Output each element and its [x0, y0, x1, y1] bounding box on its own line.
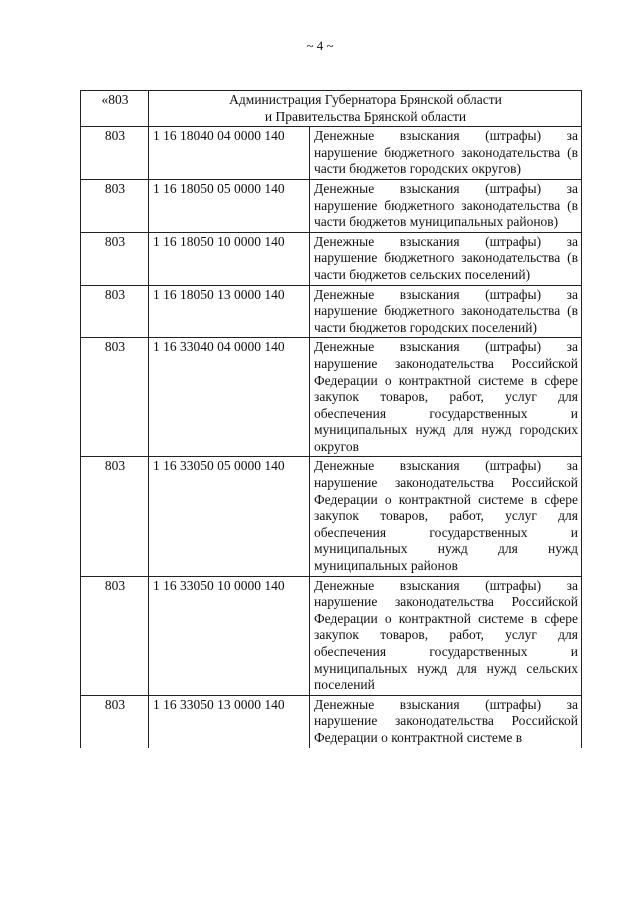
table-row — [81, 127, 582, 180]
row-kbk-cell: 1 16 18050 13 0000 140 — [149, 285, 310, 338]
row-code-cell: 803 — [81, 695, 149, 747]
row-code-cell: 803 — [81, 576, 149, 695]
row-description-cell: Денежные взыскания (штрафы) за нарушение бюджетного законодательства (в части бюджетов городских округов) — [310, 127, 582, 180]
row-kbk-cell: 1 16 33050 13 0000 140 — [149, 695, 310, 747]
row-description-cell: Денежные взыскания (штрафы) за нарушение законодательства Российской Федерации о контрактной системе в — [310, 695, 582, 747]
table-header-row — [81, 91, 582, 127]
header-title-line2: и Правительства Брянской области — [264, 108, 467, 124]
row-description-cell: Денежные взыскания (штрафы) за нарушение законодательства Российской Федерации о контрактной системе в сфере закупок товаров, работ, услуг для обеспечения государственных и муниципальных нужд для нужд городских округов — [310, 338, 582, 457]
row-code-cell: 803 — [81, 232, 149, 285]
row-description-cell: Денежные взыскания (штрафы) за нарушение бюджетного законодательства (в части бюджетов муниципальных районов) — [310, 179, 582, 232]
row-code-cell: 803 — [81, 285, 149, 338]
row-kbk-cell: 1 16 33050 10 0000 140 — [149, 576, 310, 695]
header-title-cell — [149, 91, 582, 127]
row-code-cell: 803 — [81, 457, 149, 576]
row-kbk-cell: 1 16 33040 04 0000 140 — [149, 338, 310, 457]
row-description-cell: Денежные взыскания (штрафы) за нарушение бюджетного законодательства (в части бюджетов сельских поселений) — [310, 232, 582, 285]
row-description-cell: Денежные взыскания (штрафы) за нарушение законодательства Российской Федерации о контрактной системе в сфере закупок товаров, работ, услуг для обеспечения государственных и муниципальных нужд для нужд сельских поселений — [310, 576, 582, 695]
row-kbk-cell: 1 16 18040 04 0000 140 — [149, 127, 310, 180]
table-row — [81, 338, 582, 457]
table-row — [81, 179, 582, 232]
table-row — [81, 576, 582, 695]
table-row — [81, 457, 582, 576]
header-code-cell: «803 — [81, 91, 149, 127]
row-code-cell: 803 — [81, 127, 149, 180]
row-kbk-cell: 1 16 18050 05 0000 140 — [149, 179, 310, 232]
row-description-cell: Денежные взыскания (штрафы) за нарушение законодательства Российской Федерации о контрактной системе в сфере закупок товаров, работ, услуг для обеспечения государственных и муниципальных нужд для нужд муниципальных районов — [310, 457, 582, 576]
row-kbk-cell: 1 16 18050 10 0000 140 — [149, 232, 310, 285]
row-code-cell: 803 — [81, 179, 149, 232]
page-number: ~ 4 ~ — [306, 38, 334, 53]
table-row — [81, 285, 582, 338]
row-description-cell: Денежные взыскания (штрафы) за нарушение бюджетного законодательства (в части бюджетов городских поселений) — [310, 285, 582, 338]
table-row — [81, 695, 582, 747]
table-row — [81, 232, 582, 285]
row-code-cell: 803 — [81, 338, 149, 457]
row-kbk-cell: 1 16 33050 05 0000 140 — [149, 457, 310, 576]
budget-classification-table — [80, 90, 582, 748]
header-title-line1: Администрация Губернатора Брянской области — [229, 92, 502, 107]
